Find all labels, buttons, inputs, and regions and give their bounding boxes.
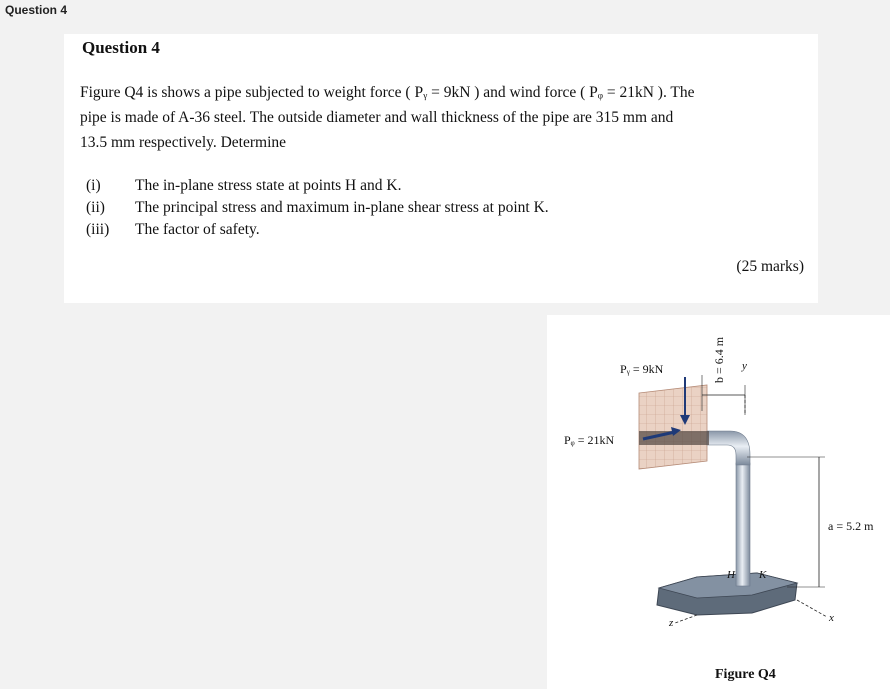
question-items <box>80 174 549 240</box>
wall-grid <box>639 385 707 469</box>
list-item-text: The factor of safety. <box>135 221 260 238</box>
figure-caption: Figure Q4 <box>715 667 776 682</box>
list-item-text: The in-plane stress state at points H and K. <box>135 177 402 194</box>
py-label: Pᵧ = 9kN <box>620 362 664 376</box>
vertical-pipe <box>736 463 750 586</box>
question-card <box>64 34 818 303</box>
y-label: y <box>742 360 747 372</box>
x-label: x <box>829 612 834 624</box>
z-axis <box>675 615 697 623</box>
pipe-elbow <box>707 431 750 465</box>
list-item <box>80 196 549 218</box>
list-item <box>80 174 549 196</box>
pz-label: Pᵩ = 21kN <box>564 433 615 447</box>
paragraph-line-1: Figure Q4 is shows a pipe subjected to weight force ( Pᵧ = 9kN ) and wind force ( Pᵩ = 21kN ). The <box>80 84 695 101</box>
question-title: Question 4 <box>82 38 160 57</box>
a-label: a = 5.2 m <box>828 519 874 533</box>
paragraph-line-2: pipe is made of A-36 steel. The outside diameter and wall thickness of the pipe are 315 mm and <box>80 109 674 126</box>
z-label: z <box>669 617 674 629</box>
list-item-text: The principal stress and maximum in-plane shear stress at point K. <box>135 199 549 216</box>
pipe-diagram <box>547 315 890 689</box>
list-item-number: (i) <box>86 177 101 194</box>
question-paragraph <box>80 80 805 155</box>
page-label: Question 4 <box>5 3 68 17</box>
figure-panel <box>547 315 890 689</box>
list-item-number: (ii) <box>86 199 105 216</box>
h-label: H <box>727 569 735 581</box>
x-axis <box>797 600 827 617</box>
b-label: b = 6.4 m <box>712 336 726 383</box>
list-item-number: (iii) <box>86 221 110 238</box>
k-label: K <box>759 569 767 581</box>
list-item <box>80 218 549 240</box>
marks-label: (25 marks) <box>736 258 804 275</box>
paragraph-line-3: 13.5 mm respectively. Determine <box>80 134 287 151</box>
